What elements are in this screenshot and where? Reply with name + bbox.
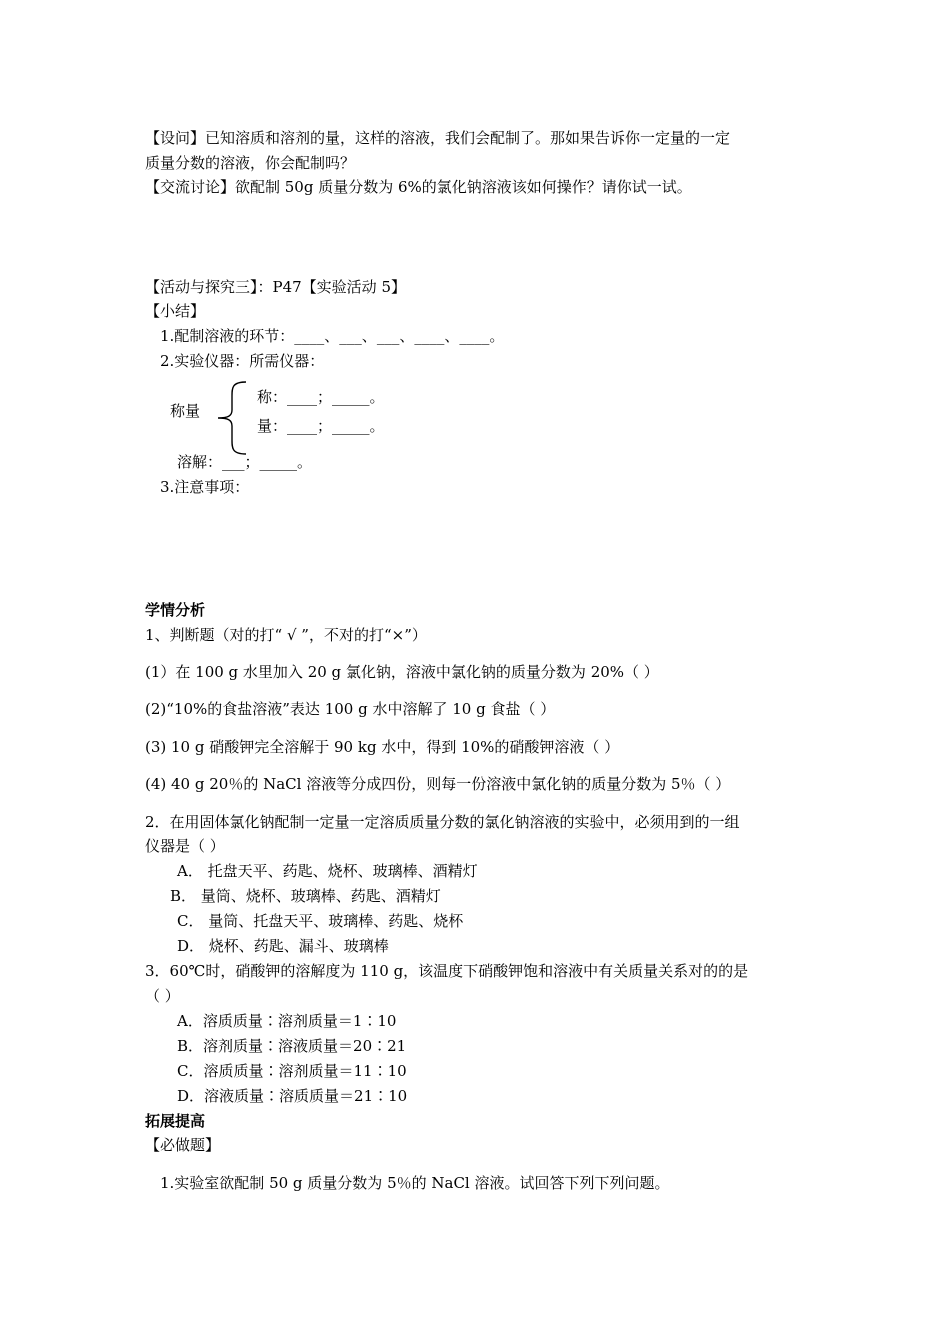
q1-item: (4) 40 g 20％的 NaCl 溶液等分成四份，则每一份溶液中氯化钠的质量分数为 5％（ ）	[145, 775, 731, 793]
q3-line-2: （ ）	[145, 987, 180, 1005]
q2-line-1: 2．在用固体氯化钠配制一定量一定溶质质量分数的氯化钠溶液的实验中，必须用到的一组	[145, 813, 740, 831]
q1-item: (2)“10%的食盐溶液”表达 100 g 水中溶解了 10 g 食盐（ ）	[145, 700, 556, 718]
q3-option: B．溶剂质量∶溶液质量＝20∶21	[177, 1037, 407, 1055]
q3-option: C．溶质质量∶溶剂质量＝11∶10	[177, 1062, 407, 1080]
extension-heading: 拓展提高	[145, 1112, 206, 1130]
question-line-2: 质量分数的溶液，你会配制吗？	[145, 154, 356, 172]
q1-item: (1）在 100 g 水里加入 20 g 氯化钠，溶液中氯化钠的质量分数为 20%（ ）	[145, 663, 659, 681]
weigh-row: 称：____；_____。	[257, 388, 385, 406]
extension-item-1: 1.实验室欲配制 50 g 质量分数为 5％的 NaCl 溶液。试回答下列下列问题。	[160, 1174, 670, 1192]
question-line-1: 【设问】已知溶质和溶剂的量，这样的溶液，我们会配制了。那如果告诉你一定量的一定	[145, 129, 731, 147]
q2-option: A． 托盘天平、药匙、烧杯、玻璃棒、酒精灯	[177, 862, 478, 880]
steps-line: 1.配制溶液的环节：____、___、___、____、____。	[160, 327, 505, 345]
q3-line-1: 3．60℃时，硝酸钾的溶解度为 110 g，该温度下硝酸钾饱和溶液中有关质量关系对的的是	[145, 962, 749, 980]
notes-line: 3.注意事项：	[160, 478, 250, 496]
curly-brace-icon	[212, 380, 252, 456]
q1-title: 1、判断题（对的打“ √ ”，不对的打“×”）	[145, 626, 427, 644]
q2-option: D． 烧杯、药匙、漏斗、玻璃棒	[177, 937, 389, 955]
discussion-line: 【交流讨论】欲配制 50g 质量分数为 6%的氯化钠溶液该如何操作？请你试一试。	[145, 178, 692, 196]
q3-option: D．溶液质量∶溶质质量＝21∶10	[177, 1087, 408, 1105]
q3-option: A．溶质质量∶溶剂质量＝1∶10	[177, 1012, 397, 1030]
required-heading: 【必做题】	[145, 1136, 221, 1154]
analysis-heading: 学情分析	[145, 601, 206, 619]
instruments-line: 2.实验仪器：所需仪器：	[160, 352, 325, 370]
q2-option: B． 量筒、烧杯、玻璃棒、药匙、酒精灯	[170, 887, 441, 905]
q2-line-2: 仪器是（ ）	[145, 837, 225, 855]
activity-title: 【活动与探究三】：P47【实验活动 5】	[145, 278, 406, 296]
weigh-label: 称量	[170, 402, 201, 420]
measure-row: 量：____；_____。	[257, 417, 385, 435]
dissolve-row: 溶解：___；_____。	[177, 453, 313, 471]
q1-item: (3) 10 g 硝酸钾完全溶解于 90 kg 水中，得到 10%的硝酸钾溶液（ ）	[145, 738, 620, 756]
q2-option: C． 量筒、托盘天平、玻璃棒、药匙、烧杯	[177, 912, 464, 930]
summary-heading: 【小结】	[145, 302, 206, 320]
